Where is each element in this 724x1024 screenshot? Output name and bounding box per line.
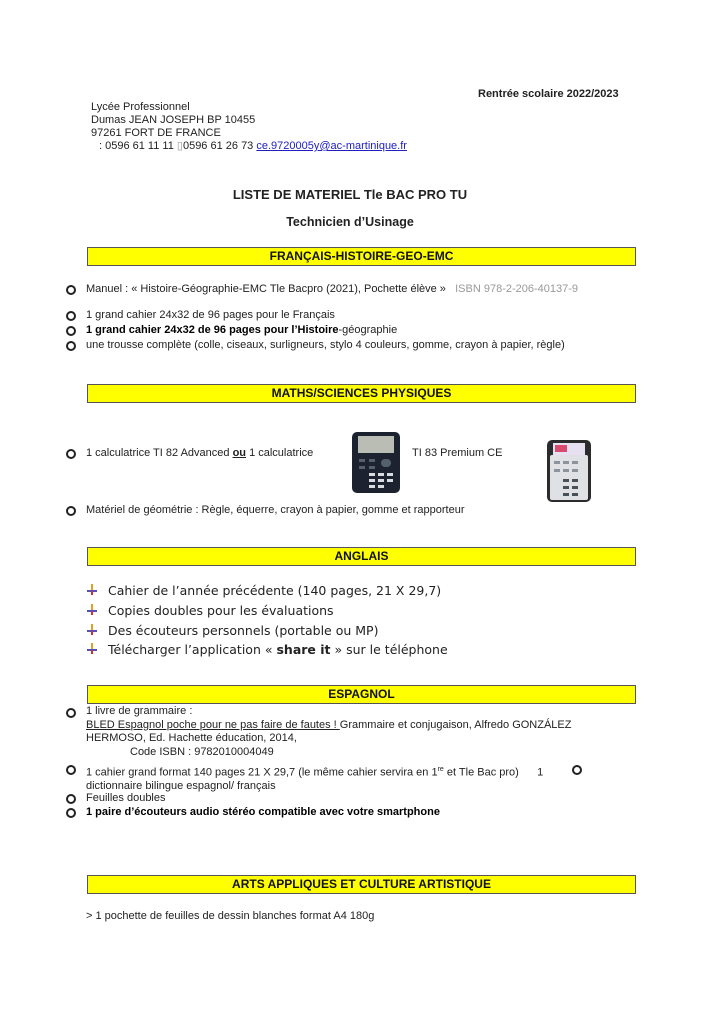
ti82-calculator-image [351, 431, 401, 494]
address-line: 97261 FORT DE FRANCE [91, 127, 221, 139]
school-address [91, 101, 407, 153]
cahier-item [86, 763, 543, 794]
item-text: -géographie [338, 324, 398, 336]
list-item: Matériel de géométrie : Règle, équerre, crayon à papier, gomme et rapporteur [86, 504, 465, 516]
section-heading-anglais: ANGLAIS [87, 547, 636, 566]
list-item: Cahier de l’année précédente (140 pages, 21 X 29,7) [108, 583, 442, 598]
item-text: » sur le téléphone [330, 642, 448, 657]
list-item [108, 642, 448, 657]
item-text: 1 calculatrice [246, 447, 314, 459]
arrow-bullet-icon [86, 643, 98, 655]
item-text: Code ISBN : 9782010004049 [130, 745, 274, 758]
fax-number: 0596 61 26 73 [182, 140, 254, 152]
bled-line [86, 719, 572, 733]
email-link[interactable]: ce.9720005y@ac-martinique.fr [256, 140, 407, 152]
item-text: HERMOSO, Ed. Hachette éducation, 2014, [86, 732, 297, 744]
page-subtitle: Technicien d’Usinage [286, 215, 414, 229]
contact-line [91, 140, 407, 153]
arrow-bullet-icon [86, 604, 98, 616]
item-text: ou [232, 447, 247, 459]
item-text: re [437, 766, 444, 773]
list-item: Copies doubles pour les évaluations [108, 603, 334, 618]
bullet-icon [66, 326, 76, 336]
item-text: 1 grand cahier 24x32 de 96 pages pour l’Histoire [86, 324, 339, 336]
item-text: 1 [537, 766, 544, 779]
bullet-icon [66, 285, 76, 295]
page-title: LISTE DE MATERIEL Tle BAC PRO TU [232, 187, 468, 202]
bullet-icon [66, 794, 76, 804]
ti83-calculator-image [546, 439, 592, 503]
bullet-icon [66, 449, 76, 459]
bullet-icon [66, 341, 76, 351]
list-item: > 1 pochette de feuilles de dessin blanches format A4 180g [86, 910, 375, 922]
section-heading-espagnol: ESPAGNOL [87, 685, 636, 704]
item-text: Télécharger l’application « [108, 642, 277, 657]
list-item: Feuilles doubles [86, 792, 166, 804]
item-text: 1 calculatrice TI 82 Advanced [86, 447, 233, 459]
item-text: 1 cahier grand format 140 pages 21 X 29,7 (le même cahier servira en 1 [86, 766, 438, 779]
calculator-item [86, 447, 313, 459]
arrow-bullet-icon [86, 624, 98, 636]
grammar-item [86, 705, 572, 759]
bullet-icon [572, 765, 582, 775]
section-heading-francais: FRANÇAIS-HISTOIRE-GEO-EMC [87, 247, 636, 266]
list-item: Des écouteurs personnels (portable ou MP) [108, 623, 379, 638]
bullet-icon [66, 311, 76, 321]
item-text: 1 livre de grammaire : [86, 705, 193, 717]
bullet-icon [66, 708, 76, 718]
fax-icon: ▯ [176, 140, 183, 152]
address-line: Lycée Professionnel [91, 101, 190, 113]
manual-item [86, 283, 578, 295]
bullet-icon [66, 765, 76, 775]
item-text: share it [276, 642, 331, 657]
address-line: Dumas JEAN JOSEPH BP 10455 [91, 114, 256, 126]
item-text: Grammaire et conjugaison, Alfredo GONZÁLEZ [339, 718, 572, 731]
item-text: BLED Espagnol poche pour ne pas faire de fautes ! [86, 718, 340, 731]
section-heading-arts: ARTS APPLIQUES ET CULTURE ARTISTIQUE [87, 875, 636, 894]
list-item: 1 grand cahier 24x32 de 96 pages pour le Français [86, 309, 335, 321]
list-item: une trousse complète (colle, ciseaux, surligneurs, stylo 4 couleurs, gomme, crayon à papier, règle) [86, 339, 565, 351]
school-year: Rentrée scolaire 2022/2023 [478, 88, 619, 100]
item-text: et Tle Bac pro) [443, 766, 519, 779]
list-item [86, 324, 397, 336]
calculator-b-label: TI 83 Premium CE [412, 447, 503, 459]
bullet-icon [66, 808, 76, 818]
bullet-icon [66, 506, 76, 516]
item-text: dictionnaire bilingue espagnol/ français [86, 780, 276, 793]
phone-number: : 0596 61 11 11 [99, 140, 174, 152]
manual-isbn: ISBN 978-2-206-40137-9 [455, 283, 579, 295]
manual-text: Manuel : « Histoire-Géographie-EMC Tle Bacpro (2021), Pochette élève » [86, 283, 446, 295]
section-heading-maths: MATHS/SCIENCES PHYSIQUES [87, 384, 636, 403]
list-item: 1 paire d’écouteurs audio stéréo compatible avec votre smartphone [86, 806, 440, 818]
arrow-bullet-icon [86, 584, 98, 596]
